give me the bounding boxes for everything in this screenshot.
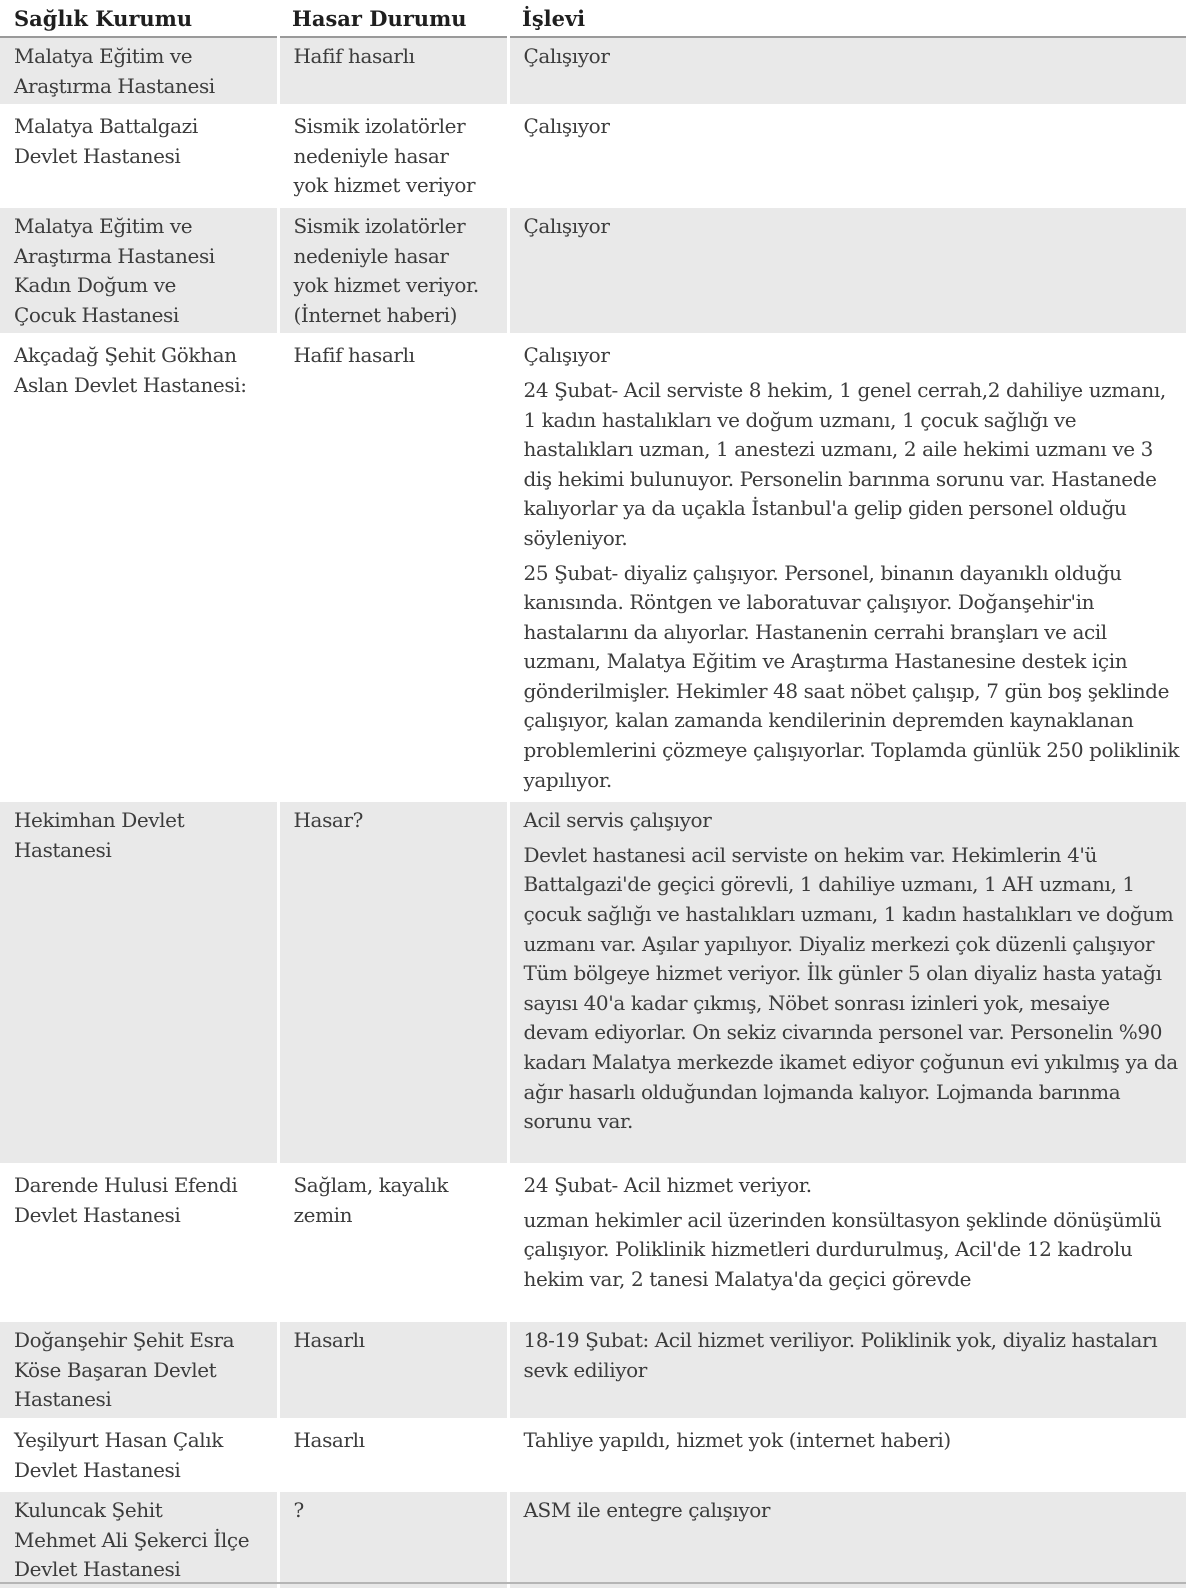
institution-cell	[0, 106, 278, 206]
damage-cell	[278, 335, 508, 800]
function-note: Devlet hastanesi acil serviste on hekim var. Hekimlerin 4'ü Battalgazi'de geçici görevli, 1 dahiliye uzmanı, 1 AH uzmanı, 1 çocuk sağlığı ve hastalıkları uzmanı, 1 kadın hastalıkları ve doğum uzmanı var. Aşılar yapılıyor. Diyaliz merkezi çok düzenli çalışıyor Tüm bölgeye hizmet veriyor. İlk günler 5 olan diyaliz hasta yatağı sayısı 40'a kadar çıkmış, Nöbet sonrası izinleri yok, mesaiye devam ediyorlar. On sekiz civarında personel var. Personelin %90 kadarı Malatya merkezde ikamet ediyor çoğunun evi yıkılmış ya da ağır hasarlı olduğundan lojmanda kalıyor. Lojmanda barınma sorunu var.	[523, 842, 1178, 1134]
institution-name: Yeşilyurt Hasan Çalık Devlet Hastanesi	[14, 1428, 224, 1482]
damage-cell	[278, 206, 508, 335]
function-cell	[508, 1420, 1186, 1490]
function-cell	[508, 106, 1186, 206]
damage-cell	[278, 1490, 508, 1590]
institution-name: Malatya Eğitim ve Araştırma Hastanesi Kadın Doğum ve Çocuk Hastanesi	[14, 213, 215, 327]
function-note: 25 Şubat- diyaliz çalışıyor. Personel, binanın dayanıklı olduğu kanısında. Röntgen ve laboratuvar çalışıyor. Doğanşehir'in hastalarını da alıyorlar. Hastanenin cerrahi branşları ve acil uzmanı, Malatya Eğitim ve Araştırma Hastanesine destek için gönderilmişler. Hekimler 48 saat nöbet çalışıp, 7 gün boş şeklinde çalışıyor, kalan zamanda kendilerinin depremden kaynaklanan problemlerini çözmeye çalışıyorlar. Toplamda günlük 250 poliklinik yapılıyor.	[523, 560, 1180, 792]
damage-status: Hasarlı	[293, 1328, 365, 1353]
function-cell	[508, 206, 1186, 335]
table-row	[0, 1420, 1186, 1490]
function-text: Çalışıyor	[523, 213, 610, 238]
institution-cell	[0, 37, 278, 106]
header-row	[0, 0, 1186, 37]
institution-cell	[0, 1420, 278, 1490]
damage-status: Sismik izolatörler nedeniyle hasar yok hizmet veriyor. (İnternet haberi)	[293, 213, 479, 327]
table-row	[0, 800, 1186, 1165]
function-text: Çalışıyor	[523, 343, 610, 368]
function-text: Çalışıyor	[523, 114, 610, 139]
damage-status: Hafif hasarlı	[293, 44, 415, 68]
function-text: ASM ile entegre çalışıyor	[523, 1498, 771, 1523]
table-row	[0, 1490, 1186, 1590]
table-row	[0, 1165, 1186, 1320]
damage-cell	[278, 106, 508, 206]
institution-cell	[0, 206, 278, 335]
damage-status: Hasarlı	[293, 1428, 365, 1453]
header-damage: Hasar Durumu	[278, 0, 508, 37]
function-cell	[508, 1320, 1186, 1420]
damage-cell	[278, 1420, 508, 1490]
function-text: 24 Şubat- Acil hizmet veriyor.	[523, 1173, 812, 1198]
damage-status: Hasar?	[293, 808, 363, 833]
table-row	[0, 106, 1186, 206]
table-row	[0, 206, 1186, 335]
table-row	[0, 1320, 1186, 1420]
function-note: uzman hekimler acil üzerinden konsültasyon şeklinde dönüşümlü çalışıyor. Poliklinik hizmetleri durdurulmuş, Acil'de 12 kadrolu hekim var, 2 tanesi Malatya'da geçici görevde	[523, 1207, 1162, 1292]
function-cell	[508, 335, 1186, 800]
function-cell	[508, 37, 1186, 106]
institution-name: Malatya Eğitim ve Araştırma Hastanesi	[14, 44, 215, 98]
institution-name: Darende Hulusi Efendi Devlet Hastanesi	[14, 1173, 238, 1227]
damage-cell	[278, 1320, 508, 1420]
function-text: 18-19 Şubat: Acil hizmet veriliyor. Poliklinik yok, diyaliz hastaları sevk ediliyor	[523, 1328, 1158, 1382]
institution-name: Akçadağ Şehit Gökhan Aslan Devlet Hastanesi:	[14, 343, 247, 397]
institution-name: Malatya Battalgazi Devlet Hastanesi	[14, 114, 198, 168]
institution-cell	[0, 335, 278, 800]
institution-cell	[0, 800, 278, 1165]
institution-name: Hekimhan Devlet Hastanesi	[14, 808, 185, 862]
damage-status: ?	[293, 1498, 304, 1523]
damage-cell	[278, 1165, 508, 1320]
header-function: İşlevi	[508, 0, 1186, 37]
damage-status: Sismik izolatörler nedeniyle hasar yok hizmet veriyor	[293, 114, 476, 198]
table-row	[0, 37, 1186, 106]
header-institution: Sağlık Kurumu	[0, 0, 278, 37]
function-text: Tahliye yapıldı, hizmet yok (internet haberi)	[523, 1428, 951, 1453]
damage-status: Sağlam, kayalık zemin	[293, 1173, 449, 1227]
damage-status: Hafif hasarlı	[293, 343, 415, 368]
institution-name: Kuluncak Şehit Mehmet Ali Şekerci İlçe Devlet Hastanesi	[14, 1498, 250, 1582]
function-cell	[508, 1165, 1186, 1320]
institution-cell	[0, 1165, 278, 1320]
function-note: 24 Şubat- Acil serviste 8 hekim, 1 genel cerrah,2 dahiliye uzmanı, 1 kadın hastalıkları ve doğum uzmanı, 1 çocuk sağlığı ve hastalıkları uzman, 1 anestezi uzmanı, 2 aile hekimi uzmanı ve 3 diş hekimi bulunuyor. Personelin barınma sorunu var. Hastanede kalıyorlar ya da uçakla İstanbul'a gelip giden personel olduğu söyleniyor.	[523, 377, 1166, 550]
institution-cell	[0, 1320, 278, 1420]
institution-name: Doğanşehir Şehit Esra Köse Başaran Devlet Hastanesi	[14, 1328, 235, 1412]
function-text: Çalışıyor	[523, 44, 610, 68]
institution-cell	[0, 1490, 278, 1590]
function-cell	[508, 1490, 1186, 1590]
function-cell	[508, 800, 1186, 1165]
function-text: Acil servis çalışıyor	[523, 808, 712, 833]
table-row	[0, 335, 1186, 800]
damage-cell	[278, 800, 508, 1165]
damage-cell	[278, 37, 508, 106]
table-bottom-rule	[0, 1582, 1186, 1584]
